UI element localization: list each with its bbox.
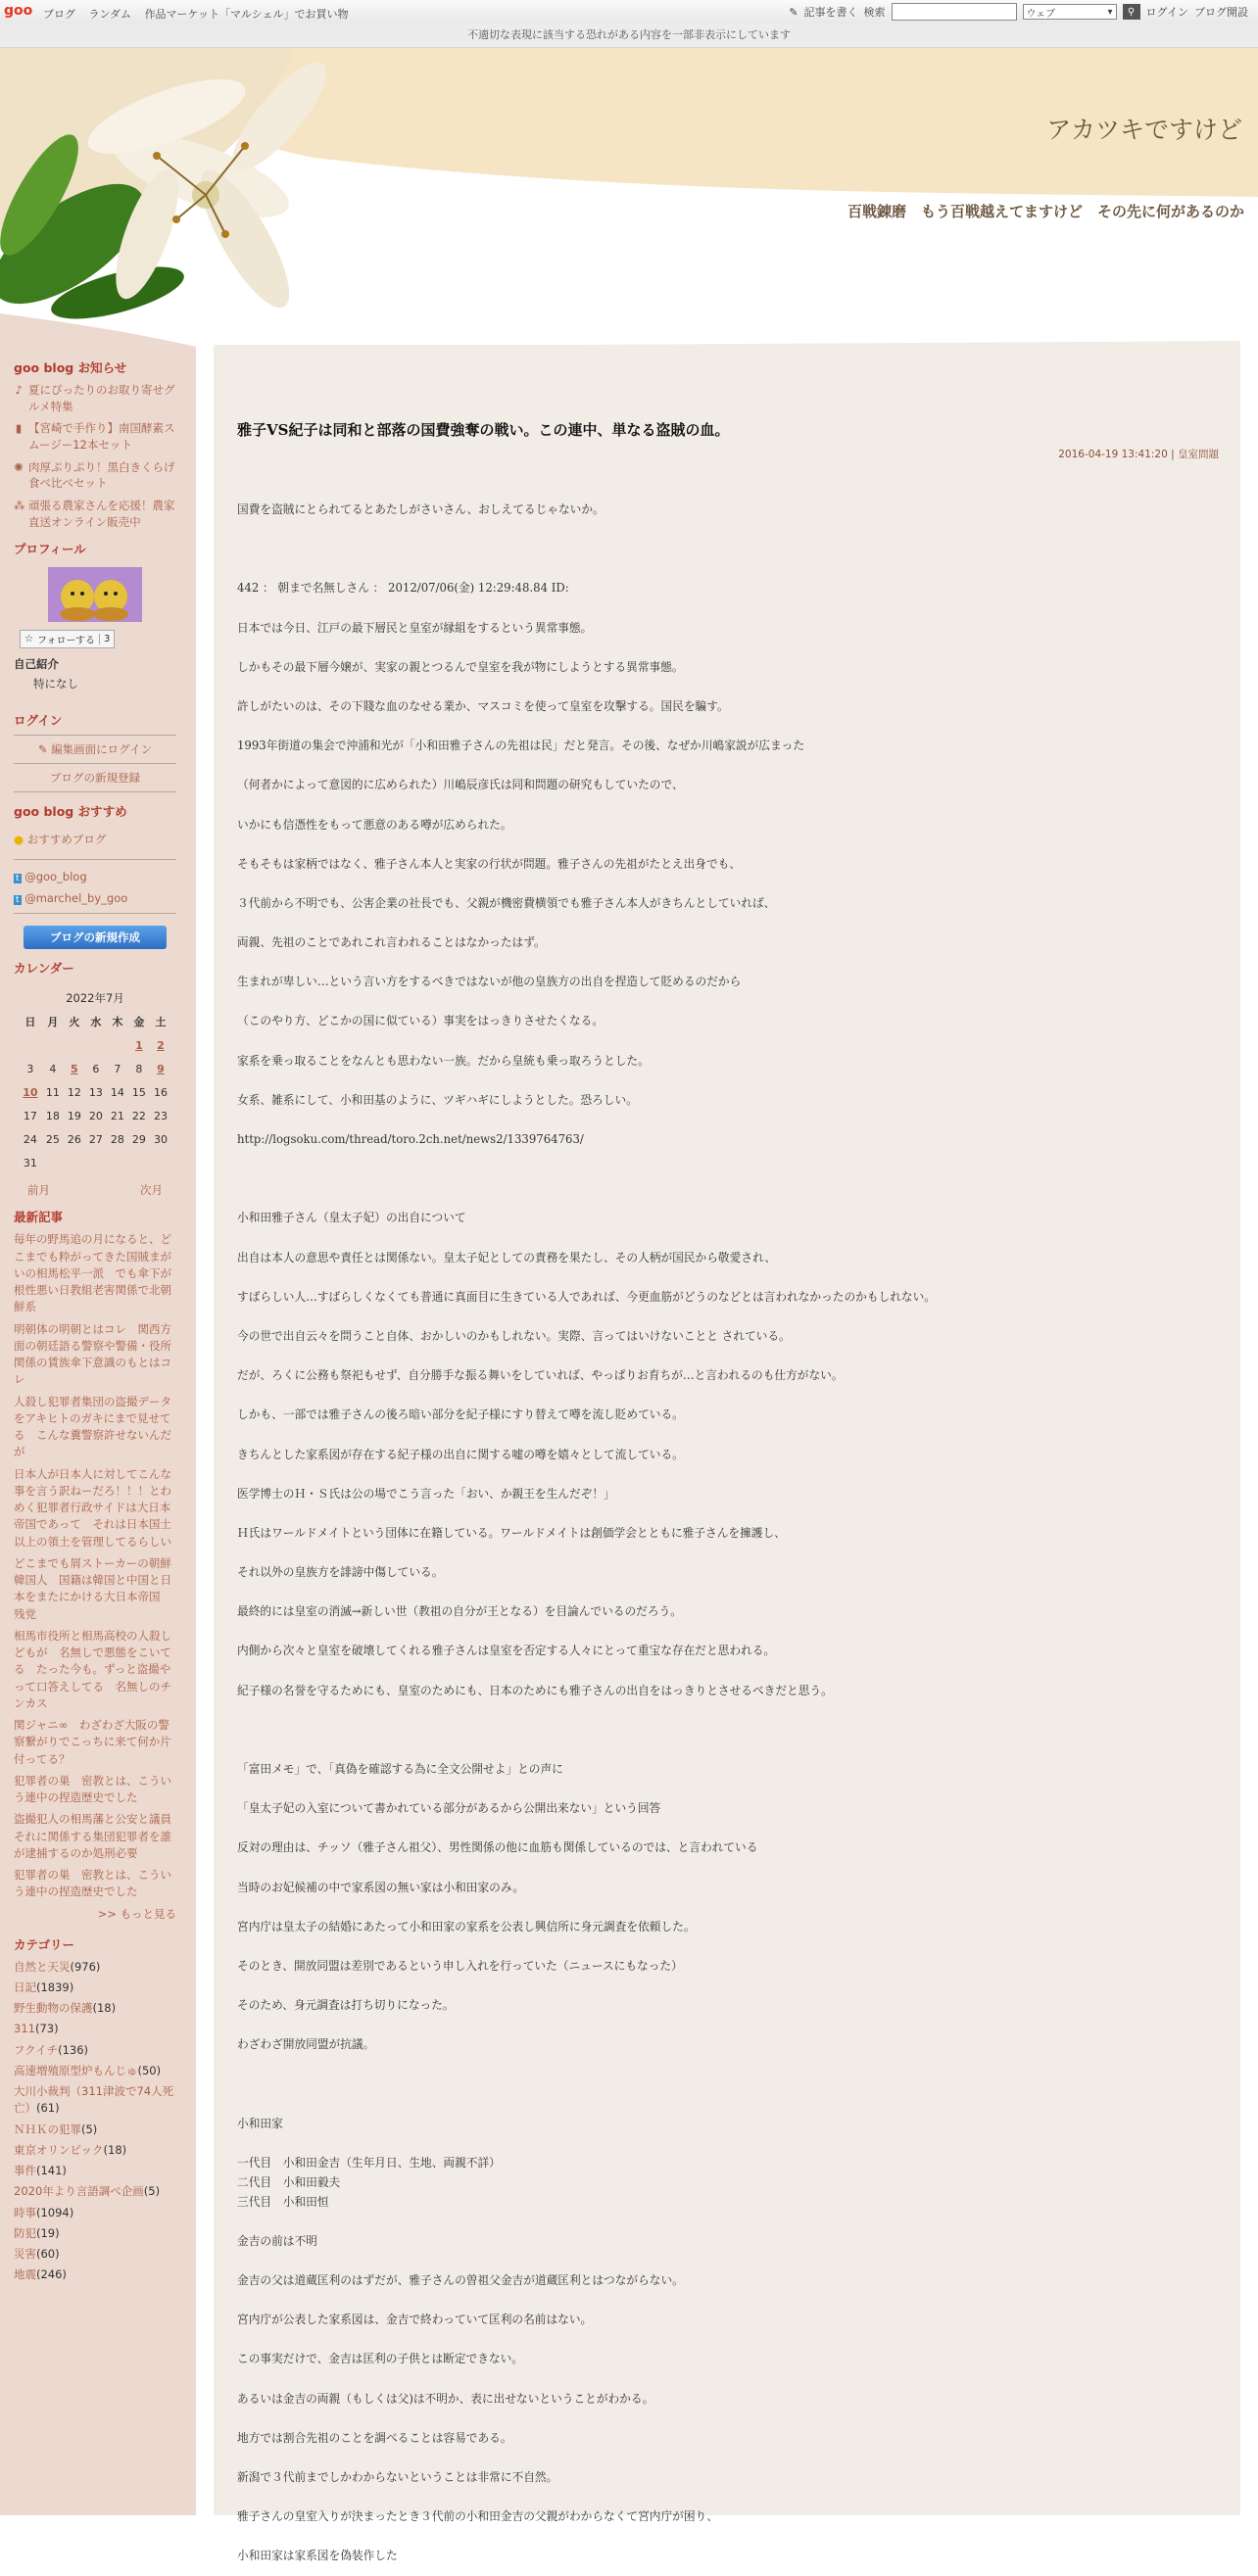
search-label: 検索: [863, 6, 886, 19]
sun-icon: ✺: [14, 459, 24, 474]
search-button[interactable]: [1123, 4, 1140, 20]
calendar-empty-cell: [19, 1033, 42, 1057]
calendar-empty-cell: [64, 1033, 85, 1057]
post-paragraph: そのとき、開放同盟は差別であるという申し入れを行っていた（ニュースにもなった）: [237, 1958, 683, 1973]
calendar-day: 20: [88, 1109, 103, 1122]
category-item[interactable]: [14, 2246, 176, 2263]
post-paragraph: Ｈ氏はワールドメイトという団体に在籍している。ワールドメイトは創価学会とともに雅子さんを擁護し、: [237, 1525, 786, 1540]
calendar-day: 30: [153, 1132, 168, 1146]
main-top-edge: [214, 341, 1240, 370]
login-edit-label[interactable]: 編集画面にログイン: [51, 742, 153, 757]
recent-article-link[interactable]: 犯罪者の巣 密教とは、こういう連中の捏造歴史でした: [14, 1868, 171, 1899]
post-paragraph: 金吉の父は道蔵匡利のはずだが、雅子さんの曽祖父金吉が道蔵匡利とはつながらない。: [237, 2273, 684, 2288]
recent-article-link[interactable]: 人殺し犯罪者集団の盗撮データをアキヒトのガキにまで見せてる こんな糞警察許せないんだが: [14, 1394, 171, 1459]
post-paragraph: 両親、先祖のことであれこれ言われることはなかったはず。: [237, 935, 546, 950]
calendar-empty-cell: [85, 1151, 107, 1174]
category-name[interactable]: 大川小裁判（311津波で74人死亡）: [14, 2084, 174, 2116]
open-blog-link[interactable]: ブログ開設: [1194, 6, 1248, 19]
login-edit-link[interactable]: [14, 741, 176, 757]
category-heading: カテゴリー: [14, 1936, 75, 1952]
category-count: (19): [36, 2225, 60, 2240]
category-item[interactable]: [14, 2021, 176, 2037]
post-paragraph: 国費を盗賊にとられてるとあたしがさいさん、おしえてるじゃないか。: [237, 502, 605, 516]
post-meta: [1058, 447, 1219, 461]
intro-text: 特になし: [33, 677, 78, 692]
post-paragraph: 内側から次々と皇室を破壊してくれる雅子さんは皇室を否定する人々にとって重宝な存在だと思われる。: [237, 1644, 776, 1658]
calendar-next-link[interactable]: 次月: [140, 1183, 163, 1198]
category-item[interactable]: [14, 2083, 176, 2118]
post-paragraph: 最終的には皇室の消滅→新しい世（教祖の自分が王となる）を目論んでいるのだろう。: [237, 1604, 682, 1619]
recent-article-link[interactable]: 明朝体の明朝とはコレ 関西方面の朝廷語る警察や警備・役所関係の賃族傘下意識のもとはコレ: [14, 1321, 171, 1387]
category-count: (136): [58, 2042, 89, 2057]
category-name[interactable]: 日記: [14, 1980, 36, 1994]
drink-icon: ▮: [15, 421, 23, 436]
create-blog-button[interactable]: ブログの新規作成: [24, 926, 167, 949]
calendar-weekday: 土: [155, 1016, 167, 1029]
toolbar-link-blog[interactable]: ブログ: [43, 8, 75, 21]
calendar-day[interactable]: 2: [157, 1038, 165, 1052]
calendar-prev-link[interactable]: 前月: [27, 1183, 50, 1198]
category-count: (61): [36, 2101, 60, 2116]
info-item-text[interactable]: 肉厚ぷりぷり！黒白きくらげ食べ比べセット: [28, 459, 175, 491]
post-paragraph: 家系を乗っ取ることをなんとも思わない一族。だから皇統も乗っ取ろうとした。: [237, 1053, 650, 1068]
calendar-day[interactable]: 10: [23, 1085, 38, 1099]
category-count: (141): [36, 2164, 67, 2178]
post-spacer: [237, 1710, 1217, 1749]
category-name[interactable]: 防犯: [14, 2225, 36, 2240]
calendar-weekday: 水: [90, 1016, 102, 1029]
category-count: (60): [36, 2247, 60, 2262]
more-link[interactable]: >> もっと見る: [97, 1906, 176, 1921]
category-name[interactable]: 自然と天災: [14, 1959, 71, 1974]
calendar-day: 7: [114, 1062, 121, 1075]
post-paragraph: だが、ろくに公務も祭祀もせず、自分勝手な振る舞いをしていれば、やっぱりお育ちが…と言われるのも仕方がない。: [237, 1368, 844, 1383]
calendar-day: 13: [88, 1085, 103, 1099]
calendar-weekday: 火: [69, 1016, 80, 1029]
calendar-week: [19, 1033, 171, 1057]
post-paragraph: 一代目 小和田金吉（生年月日、生地、両親不詳） 二代目 小和田毅夫 三代目 小和田恒: [237, 2155, 501, 2209]
calendar-day: 17: [23, 1109, 37, 1122]
post-paragraph: 女系、雑系にして、小和田基のように、ツギハギにしようとした。恐ろしい。: [237, 1092, 638, 1107]
post-paragraph: （このやり方、どこかの国に似ている）事実をはっきりさせたくなる。: [237, 1014, 605, 1028]
category-list: [14, 1959, 176, 2284]
post-paragraph: 出自は本人の意思や責任とは関係ない。皇太子妃としての責務を果たし、その人柄が国民から敬愛され、: [237, 1250, 777, 1264]
profile-heading: プロフィール: [14, 542, 86, 557]
category-count: (246): [36, 2267, 67, 2282]
category-item[interactable]: [14, 2205, 176, 2221]
notice-bar: 不適切な表現に該当する恐れがある内容を一部非表示にしています: [0, 24, 1258, 48]
toolbar-right: [789, 3, 1248, 21]
category-count: (1839): [36, 1980, 74, 1994]
calendar-empty-cell: [42, 1151, 64, 1174]
post-paragraph: 小和田家: [237, 2116, 283, 2130]
calendar-week: [19, 1151, 171, 1174]
category-name[interactable]: フクイチ: [14, 2042, 59, 2057]
calendar-day: 29: [131, 1132, 146, 1146]
calendar-day: 4: [49, 1062, 57, 1075]
post-paragraph: あるいは金吉の両親（もしくは父)は不明か、表に出せないということがわかる。: [237, 2391, 654, 2406]
blog-description: 百戦錬磨 もう百戦越えてますけど その先に何があるのか: [847, 203, 1244, 220]
twitter-link-goo-blog[interactable]: [14, 870, 176, 883]
category-name[interactable]: 高速増殖原型炉もんじゅ: [14, 2063, 138, 2077]
recent-article-link[interactable]: 相馬市役所と相馬高校の人殺しどもが 名無しで悪態をこいてる たった今も。ずっと盗撮やって口答えしてる 名無しのチンカス: [14, 1628, 171, 1710]
calendar-nav: [14, 1174, 176, 1198]
main-content: [214, 345, 1240, 2563]
calendar-day[interactable]: 5: [71, 1062, 78, 1075]
calendar-day: 12: [67, 1085, 81, 1099]
music-note-icon: ♪: [15, 383, 23, 397]
calendar-day: 11: [45, 1085, 60, 1099]
info-item[interactable]: [14, 382, 176, 414]
category-item[interactable]: [14, 2063, 176, 2079]
calendar-day: 21: [110, 1109, 124, 1122]
info-item-text[interactable]: 頑張る農家さんを応援！農家直送オンライン販売中: [28, 499, 175, 529]
post-paragraph: 今の世で出自云々を問うこと自体、おかしいのかもしれない。実際、言ってはいけないことと されている。: [237, 1328, 791, 1343]
recent-article-link[interactable]: 犯罪者の巣 密教とは、こういう連中の捏造歴史でした: [14, 1773, 171, 1805]
calendar-month: 2022年7月: [66, 991, 124, 1006]
intro-heading: 自己紹介: [14, 657, 59, 672]
divider: [14, 913, 176, 914]
star-icon: ☆: [24, 634, 33, 645]
post-paragraph: 小和田家は家系図を偽装作した: [237, 2549, 398, 2563]
pencil-icon: ✎: [37, 742, 48, 757]
category-name[interactable]: 野生動物の保護: [14, 2001, 93, 2016]
post-spacer: [237, 529, 1217, 568]
category-name[interactable]: 2020年より言語調べ企画: [14, 2184, 144, 2199]
post-paragraph: （何者かによって意図的に広められた）川嶋辰彦氏は同和問題の研究もしていたので、: [237, 778, 684, 792]
category-name[interactable]: 時事: [14, 2205, 36, 2219]
twitter-icon: t: [16, 895, 20, 906]
post-paragraph: そもそもは家柄ではなく、雅子さん本人と実家の行状が問題。雅子さんの先祖がたとえ出身でも、: [237, 856, 742, 871]
post-paragraph: 宮内庁は皇太子の結婚にあたって小和田家の家系を公表し興信所に身元調査を依頼した。: [237, 1919, 696, 1933]
calendar-day[interactable]: 9: [157, 1062, 165, 1075]
calendar-week: [19, 1104, 171, 1127]
info-heading: goo blog お知らせ: [14, 360, 127, 375]
category-item[interactable]: [14, 2042, 176, 2059]
divider: [14, 735, 176, 736]
post-link[interactable]: http://logsoku.com/thread/toro.2ch.net/news2/1339764763/: [237, 1132, 584, 1146]
post-paragraph: 日本では今日、江戸の最下層民と皇室が縁組をするという異常事態。: [237, 620, 593, 635]
recent-article-link[interactable]: 毎年の野馬追の月になると、どこまでも粋がってきた国賊まがいの相馬松平一派 でも傘下が根性悪い日教組老害関係で北朝鮮系: [14, 1232, 171, 1314]
post-paragraph: 1993年街道の集会で沖浦和光が「小和田雅子さんの先祖は民」だと発言。その後、なぜか川嶋家説が広まった: [237, 739, 805, 753]
category-name[interactable]: 311: [14, 2022, 35, 2036]
calendar-empty-cell: [107, 1151, 128, 1174]
pencil-icon: ✎: [789, 5, 798, 19]
post-spacer: [237, 2065, 1217, 2104]
profile-image: [48, 567, 142, 622]
blog-header: [0, 48, 1258, 322]
category-item[interactable]: [14, 2142, 176, 2159]
category-item[interactable]: [14, 2122, 176, 2138]
category-count: (18): [103, 2142, 127, 2157]
post-paragraph: それ以外の皇族方を誹謗中傷している。: [237, 1565, 444, 1580]
follow-label: フォローする: [36, 636, 95, 647]
calendar-day[interactable]: 1: [135, 1038, 143, 1052]
calendar-day: 19: [67, 1109, 81, 1122]
calendar-empty-cell: [85, 1033, 107, 1057]
post-paragraph: 雅子さんの皇室入りが決まったとき３代前の小和田金吉の父親がわからなくて宮内庁が困り、: [237, 2509, 718, 2524]
post-paragraph: 小和田雅子さん（皇太子妃）の出自について: [237, 1211, 466, 1225]
post-paragraph: 宮内庁が公表した家系図は、金吉で終わっていて匡利の名前はない。: [237, 2313, 593, 2327]
category-count: (18): [92, 2001, 117, 2016]
post-paragraph: しかもその最下層今嬢が、実家の親とつるんで皇室を我が物にしようとする異常事態。: [237, 659, 684, 674]
post-paragraph: わざわざ開放同盟が抗議。: [237, 2037, 375, 2052]
post-paragraph: 新潟で３代前までしかわからないということは非常に不自然。: [237, 2470, 558, 2484]
post-paragraph: 医学博士のＨ・Ｓ氏は公の場でこう言った「おい、か親王を生んだぞ！」: [237, 1486, 615, 1501]
twitter-link-marchel[interactable]: [14, 891, 176, 905]
calendar-day: 31: [23, 1156, 37, 1169]
info-item-text[interactable]: 夏にぴったりのお取り寄せグルメ特集: [28, 383, 175, 413]
twitter-handle[interactable]: @goo_blog: [24, 870, 87, 884]
category-name[interactable]: 災害: [14, 2247, 36, 2262]
calendar-day: 6: [92, 1062, 100, 1075]
recommend-label[interactable]: おすすめブログ: [26, 833, 107, 847]
calendar-day: 16: [153, 1085, 168, 1099]
toolbar-link-random[interactable]: ランダム: [88, 8, 132, 21]
recommend-heading: goo blog おすすめ: [14, 804, 127, 820]
lightbulb-icon: ●: [14, 833, 24, 847]
recent-article-link[interactable]: 関ジャニ∞ わざわざ大阪の警察繋がりでこっちに来て何か片付ってる？: [14, 1718, 171, 1766]
calendar-table: [19, 1010, 171, 1174]
category-item[interactable]: [14, 2163, 176, 2179]
calendar-day: 15: [131, 1085, 146, 1099]
calendar-weekday: 日: [24, 1016, 36, 1029]
twitter-icon: t: [16, 874, 20, 884]
calendar-empty-cell: [150, 1151, 171, 1174]
calendar-day: 25: [45, 1132, 60, 1146]
blog-title[interactable]: アカツキですけど: [1046, 116, 1242, 144]
recent-list: [14, 1231, 183, 1900]
calendar-weekdays: [19, 1010, 171, 1033]
category-count: (50): [137, 2063, 162, 2077]
post-paragraph: 生まれが卑しい…という言い方をするべきではないが他の皇族方の出自を捏造して貶めるのだから: [237, 975, 742, 989]
category-item[interactable]: [14, 2000, 176, 2017]
calendar-empty-cell: [42, 1033, 64, 1057]
category-count: (5): [81, 2122, 98, 2136]
calendar-day: 14: [110, 1085, 124, 1099]
post-paragraph: 当時のお妃候補の中で家系図の無い家は小和田家のみ。: [237, 1880, 524, 1894]
category-count: (73): [34, 2022, 59, 2036]
post-paragraph: そのため、身元調査は打ち切りになった。: [237, 1998, 455, 2013]
write-article-link[interactable]: 記事を書く: [803, 6, 858, 19]
post-paragraph: 地方では割合先祖のことを調べることは容易である。: [237, 2430, 512, 2445]
goo-logo[interactable]: goo: [4, 3, 33, 19]
divider: [14, 763, 176, 764]
info-item[interactable]: [14, 459, 176, 492]
divider: [14, 859, 176, 860]
post-paragraph: 442 ： 朝まで名無しさん ： 2012/07/06(金) 12:29:48.84 ID:: [237, 581, 569, 596]
post-paragraph: この事実だけで、金吉は匡利の子供とは断定できない。: [237, 2352, 523, 2366]
post-body: [237, 490, 1217, 2576]
category-count: (1094): [36, 2205, 74, 2219]
calendar-empty-cell: [128, 1151, 150, 1174]
category-count: (976): [70, 1959, 101, 1974]
post-paragraph: いかにも信憑性をもって悪意のある噂が広められた。: [237, 817, 512, 832]
category-name[interactable]: ＮＨＫの犯罪: [14, 2122, 81, 2136]
post-paragraph: すばらしい人…すばらしくなくても普通に真面目に生きている人であれば、今更血筋がどうのなどとは言われなかったのかもしれない。: [237, 1289, 936, 1304]
calendar-day: 26: [67, 1132, 81, 1146]
recent-heading: 最新記事: [14, 1210, 64, 1225]
login-heading: ログイン: [14, 713, 63, 729]
grid-icon: ⁂: [14, 499, 25, 513]
category-item[interactable]: [14, 1980, 176, 1996]
follow-button[interactable]: [20, 630, 115, 648]
calendar-day: 3: [26, 1062, 34, 1075]
category-item[interactable]: [14, 2183, 176, 2200]
calendar-day: 8: [135, 1062, 143, 1075]
divider: [14, 791, 176, 792]
calendar-day: 27: [88, 1132, 103, 1146]
calendar-day: 28: [110, 1132, 124, 1146]
category-item[interactable]: [14, 1959, 176, 1976]
calendar-days: [19, 1033, 171, 1174]
post-spacer: [237, 1159, 1217, 1198]
top-toolbar: [0, 0, 1258, 24]
post-date: 2016-04-19 13:41:20: [1058, 449, 1168, 460]
post-paragraph: 反対の理由は、チッソ（雅子さん祖父）、男性関係の他に血筋も関係しているのでは、と言われている: [237, 1840, 758, 1855]
post-paragraph: ３代前から不明でも、公害企業の社長でも、父親が機密費横領でも雅子さん本人がきちんとしていれば、: [237, 895, 776, 910]
calendar-day: 23: [153, 1109, 168, 1122]
post-meta-separator: |: [1167, 449, 1178, 460]
header-background: [0, 48, 1258, 322]
calendar-week: [19, 1127, 171, 1151]
recent-article-link[interactable]: 日本人が日本人に対してこんな事を言う訳ねーだろ！！！とわめく犯罪者行政サイドは大日本帝国であって それは日本国土以上の領土を管理してるらしい: [14, 1466, 171, 1549]
calendar-weekday: 金: [133, 1016, 145, 1029]
post-paragraph: 紀子様の名誉を守るためにも、皇室のためにも、日本のためにも雅子さんの出自をはっきりとさせるべきだと思う。: [237, 1683, 833, 1697]
recent-article-link[interactable]: どこまでも屑ストーカーの朝鮮韓国人 国籍は韓国と中国と日本をまたにかける大日本帝国 残党: [14, 1555, 171, 1621]
category-name[interactable]: 地震: [14, 2267, 36, 2282]
post-paragraph: 金吉の前は不明: [237, 2233, 317, 2248]
calendar-weekday: 木: [112, 1016, 123, 1029]
new-blog-link[interactable]: ブログの新規登録: [50, 771, 140, 786]
info-item[interactable]: [14, 420, 176, 453]
post-paragraph: 許しがたいのは、その下賤な血のなせる業か、マスコミを使って皇室を攻撃する。国民を騙す。: [237, 698, 729, 713]
search-input[interactable]: [892, 3, 1017, 21]
category-name[interactable]: 事件: [14, 2164, 36, 2178]
toolbar-links: [43, 6, 359, 22]
toolbar-link-marchel[interactable]: 作品マーケット「マルシェル」でお買い物: [144, 8, 349, 21]
calendar-week: [19, 1080, 171, 1104]
category-item[interactable]: [14, 2225, 176, 2242]
calendar-day: 18: [45, 1109, 60, 1122]
info-item-text[interactable]: 【宮崎で手作り】南国酵素スムージー12本セット: [28, 421, 175, 453]
category-count: (5): [143, 2184, 161, 2199]
post-title[interactable]: 雅子VS紀子は同和と部落の国費強奪の戦い。この連中、単なる盗賊の血。: [237, 421, 730, 439]
post-paragraph: 「皇太子妃の入室について書かれている部分があるから公開出来ない」という回答: [237, 1801, 661, 1816]
search-scope-value: ウェブ: [1026, 8, 1056, 20]
recommend-link[interactable]: [14, 832, 176, 847]
search-scope-select[interactable]: [1023, 4, 1117, 20]
sidebar: [0, 349, 186, 2288]
calendar-week: [19, 1057, 171, 1080]
follow-count: 3: [99, 634, 110, 644]
calendar-empty-cell: [64, 1151, 85, 1174]
calendar-day: 22: [131, 1109, 146, 1122]
category-item[interactable]: [14, 2266, 176, 2283]
post-paragraph: きちんとした家系図が存在する紀子様の出自に関する嘘の噂を嬉々として流している。: [237, 1447, 684, 1461]
login-link[interactable]: ログイン: [1145, 6, 1188, 19]
category-name[interactable]: 東京オリンピック: [14, 2142, 104, 2157]
info-list: [14, 382, 176, 530]
calendar-day: 24: [23, 1132, 37, 1146]
info-item[interactable]: [14, 498, 176, 530]
recent-article-link[interactable]: 盗撮犯人の相馬藩と公安と議員 それに関係する集団犯罪者を誰が逮捕するのか処刑必要: [14, 1812, 183, 1860]
calendar-empty-cell: [107, 1033, 128, 1057]
calendar-heading: カレンダー: [14, 961, 74, 977]
post-paragraph: しかも、一部では雅子さんの後ろ暗い部分を紀子様にすり替えて噂を流し貶めている。: [237, 1407, 684, 1422]
search-icon: ⚲: [1127, 6, 1136, 18]
twitter-handle[interactable]: @marchel_by_goo: [24, 891, 128, 906]
post-category-link[interactable]: 皇室問題: [1178, 449, 1219, 460]
chevron-down-icon: ▾: [1107, 6, 1113, 18]
post-paragraph: 「富田メモ」で、「真偽を確認する為に全文公開せよ」との声に: [237, 1762, 563, 1776]
calendar-weekday: 月: [47, 1016, 59, 1029]
